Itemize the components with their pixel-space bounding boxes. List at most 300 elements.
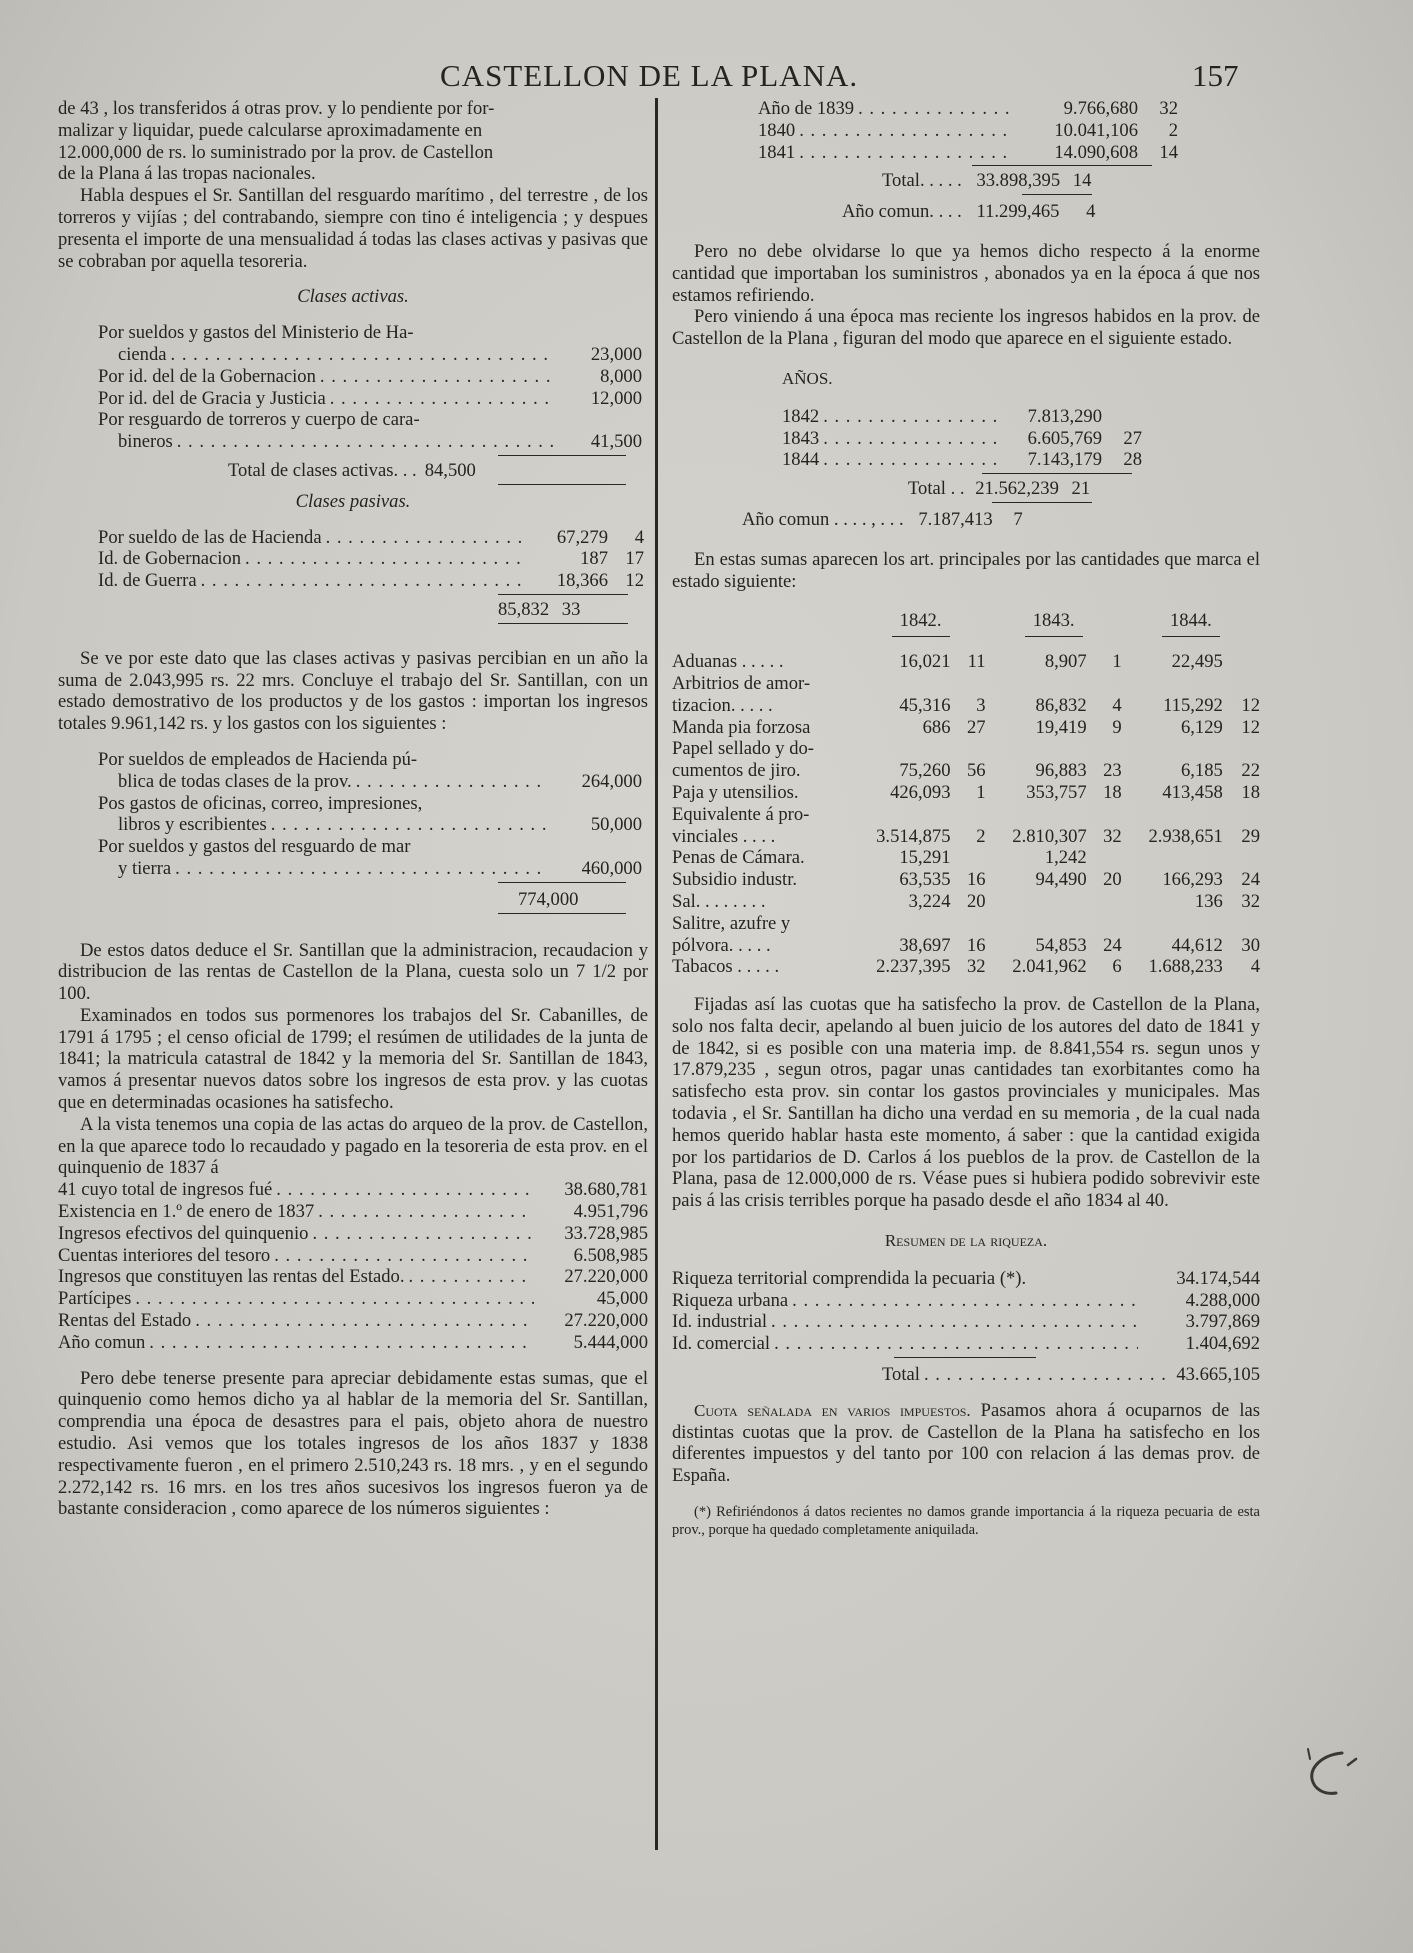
yearly-income-1842-1844 [672,406,1142,471]
article-value: 6,185 [1180,760,1223,782]
article-fraction [951,738,986,760]
article-fraction [951,673,986,695]
dot-leader [792,1290,1138,1312]
riqueza-list [672,1268,1260,1355]
leader-row [98,548,644,570]
rule [894,1357,1036,1358]
clases-activas-list [58,322,648,453]
table-header-row [672,610,1260,637]
article-value: 96,883 [1035,760,1087,782]
gastos-total: 774,000 [518,888,579,910]
article-value [1122,673,1223,695]
entry-label: cienda [118,343,167,365]
entry-label: 1841 [758,141,796,163]
leader-row [58,1245,648,1267]
years-b-comun-row [672,509,1260,531]
leader-row [58,1201,648,1223]
dot-leader [858,98,1014,120]
article-value: 2.938,651 [1148,825,1223,847]
article-value: 44,612 [1171,934,1223,956]
leader-row [782,449,1142,471]
article-value: 1,242 [1044,847,1087,869]
article-value: 426,093 [890,781,951,803]
article-value: 2.237,395 [876,956,951,978]
article-fraction: 12 [1241,716,1260,738]
article-value: 1.688,233 [1148,956,1223,978]
article-value: 3.514,875 [876,825,951,847]
entry-value: 33.728,985 [564,1222,648,1244]
year-label: 1843. [1025,610,1083,637]
article-fraction: 16 [966,934,986,956]
articles-table [672,610,1260,978]
entry-fraction: 4 [634,526,644,548]
dot-leader [799,120,1014,142]
leader-row [782,406,1142,428]
leader-row [672,1311,1260,1333]
dot-leader [201,570,524,592]
total-label: Total [882,1364,920,1386]
article-value: 45,316 [899,694,951,716]
heading-resumen-riqueza: Resumen de la riqueza. [884,1231,1048,1251]
article-value: 54,853 [1035,934,1087,956]
table-row [672,804,1260,826]
article-label: Salitre, azufre y [672,912,791,934]
entry-value: 6.508,985 [573,1244,648,1266]
year-label: 1844. [1162,610,1220,637]
leader-row [98,814,642,836]
article-fraction [1223,913,1260,935]
article-fraction [951,847,986,869]
article-fraction: 20 [966,890,986,912]
table-row [672,847,1260,869]
leader-row [98,344,642,366]
table-row [672,760,1260,782]
paragraph-se-ve: Se ve por este dato que las clases activas y pasivas percibian en un año la suma de 2.043,995 rs. 22 mrs. Concluye el trabajo del Sr. Santillan, con un estado demostrativo de los productos y de los gastos : importan los ingresos totales 9.961,142 rs. y los gastos con los siguientes : [58,647,648,735]
entry-label: Riqueza urbana [672,1289,789,1311]
article-fraction [1223,804,1260,826]
article-fraction: 12 [1241,694,1260,716]
entry-label-line: Por sueldos de empleados de Hacienda pú- [98,748,418,770]
total-fraction: 14 [1072,170,1092,192]
total-label: Total de clases activas. . . [228,459,417,481]
year-header [986,610,1122,637]
dot-leader [245,548,524,570]
article-label: tizacion. . . . . [672,694,773,716]
article-fraction: 18 [1103,781,1122,803]
comun-label: Año comun . . . . , . . . [742,508,904,530]
entry-value: 8,000 [600,365,642,387]
entry-value: 14.090,608 [1054,141,1138,163]
paragraph-cuota [672,1400,1260,1487]
entry-value: 4.288,000 [1185,1289,1260,1311]
dot-leader [799,142,1014,164]
article-fraction: 22 [1241,760,1260,782]
footnote-text: Refiriéndonos á datos recientes no damos grande importancia á la riqueza pecuaria de esta prov., porque ha quedado completamente aniquilada. [672,1504,1260,1539]
article-value [1122,913,1223,935]
article-value [856,913,951,935]
article-value: 63,535 [899,869,951,891]
article-fraction: 20 [1103,869,1122,891]
dot-leader [271,814,548,836]
article-value: 413,458 [1162,781,1223,803]
entry-label: Por id. del de Gracia y Justicia [98,387,326,409]
rule [498,455,626,456]
entry-value: 41,500 [590,431,642,453]
entry-fraction: 17 [625,548,644,570]
entry-value: 5.444,000 [573,1331,648,1353]
dot-leader [326,527,524,549]
entry-label: bineros [118,431,173,453]
article-value [986,673,1087,695]
dot-leader [823,449,998,471]
rule [498,882,626,883]
leader-row [782,428,1142,450]
year-header [856,610,986,637]
total-fraction: 21 [1071,478,1091,500]
table-row [672,695,1260,717]
dot-leader [135,1288,534,1310]
article-fraction: 32 [1103,825,1122,847]
total-value: 21.562,239 [975,478,1059,500]
article-label: cumentos de jiro. [672,760,801,782]
article-fraction [1223,673,1260,695]
intro-line: 12.000,000 de rs. lo suministrado por la prov. de Castellon [58,141,494,163]
column-divider [655,98,658,1850]
table-corner [672,610,856,637]
table-row [672,673,1260,695]
entry-value: 3.797,869 [1185,1311,1260,1333]
year-header [1122,610,1260,637]
leader-row [58,1310,648,1332]
entry-label: Riqueza territorial comprendida la pecuaria (*). [672,1267,1027,1289]
leader-row [58,1332,648,1354]
total-label: Total . . [908,478,965,500]
article-value [1122,738,1223,760]
entry-value: 7.813,290 [1027,405,1102,427]
dot-leader [771,1311,1138,1333]
leader-row [58,1223,648,1245]
entry-value: 9.766,680 [1063,98,1138,119]
entry-label: Por sueldo de las de Hacienda [98,526,322,548]
leader-row [98,771,642,793]
leader-row [98,388,642,410]
article-value [986,804,1087,826]
entry-label: Ingresos que constituyen las rentas del Estado. [58,1266,405,1288]
article-fraction [1087,738,1122,760]
article-label: pólvora. . . . . [672,934,771,956]
rule [972,165,1152,166]
table-row [672,782,1260,804]
article-fraction [1223,738,1260,760]
entry-value: 1.404,692 [1185,1333,1260,1355]
article-value [856,673,951,695]
anos-header: AÑOS. [782,368,833,388]
rule [1022,194,1092,195]
page-title: CASTELLON DE LA PLANA. [440,58,859,93]
article-value [986,891,1087,913]
right-column [672,98,1260,1539]
entry-label: Id. industrial [672,1311,768,1333]
article-value [1122,847,1223,869]
dot-leader [312,1223,534,1245]
total-value: 84,500 [424,459,476,481]
entry-fraction: 32 [1159,98,1178,119]
leader-row [672,1333,1260,1355]
article-fraction: 6 [1112,956,1122,978]
article-fraction: 16 [966,869,986,891]
entry-label: 41 cuyo total de ingresos fué [58,1179,273,1201]
table-row [672,913,1260,935]
dot-leader [408,1266,534,1288]
total-fraction: 33 [561,598,581,620]
intro-line: de 43 , los transferidos á otras prov. y lo pendiente por for- [58,98,495,119]
entry-label: Año comun [58,1331,146,1353]
article-fraction [1087,847,1122,869]
article-value: 353,757 [1026,781,1087,803]
dot-leader [276,1179,534,1201]
article-value: 2.810,307 [1012,825,1087,847]
entry-value: 50,000 [590,814,642,836]
total-label: Total. . . . . [882,170,962,192]
leader-row [758,98,1178,120]
article-label: Equivalente á pro- [672,803,810,825]
riqueza-total-row [672,1364,1260,1386]
leader-row [98,570,644,592]
dot-leader [774,1333,1138,1355]
entry-value: 45,000 [596,1288,648,1310]
entry-value: 38.680,781 [564,1179,648,1201]
entry-label: 1842 [782,405,820,427]
margin-pencil-mark [1302,1745,1362,1805]
paragraph-deduce: De estos datos deduce el Sr. Santillan que la administracion, recaudacion y distribucion de las rentas de Castellon de la Plana, cuesta solo un 7 1/2 por 100. [58,939,648,1005]
article-value: 15,291 [899,847,951,869]
dot-leader [177,431,554,453]
gastos-list [58,749,648,880]
entry-value: 264,000 [581,770,642,792]
footnote [672,1503,1260,1539]
article-value: 19,419 [1035,716,1087,738]
article-value [1122,804,1223,826]
entry-fraction: 28 [1123,449,1142,471]
rule [498,594,628,595]
entry-label: 1843 [782,427,820,449]
cuota-heading: Cuota señalada en varios impuestos. [694,1400,971,1420]
article-fraction [1223,651,1260,673]
yearly-income-1839-1841 [672,98,1178,163]
entry-value: 187 [580,548,608,570]
table-row [672,826,1260,848]
entry-label: y tierra [118,857,172,879]
rule [982,473,1132,474]
entry-label: Rentas del Estado [58,1310,192,1332]
entry-label: Ingresos efectivos del quinquenio [58,1222,309,1244]
year-label: 1842. [892,610,950,637]
article-fraction: 4 [1112,694,1122,716]
arqueo-list [58,1179,648,1353]
article-label: Penas de Cámara. [672,847,805,869]
article-fraction: 4 [1250,956,1260,978]
dot-leader [149,1332,534,1354]
dot-leader [823,406,998,428]
entry-label: libros y escribientes [118,814,267,836]
entry-label-line: Pos gastos de oficinas, correo, impresiones, [98,792,423,814]
article-value: 3,224 [908,890,951,912]
leader-row [98,527,644,549]
article-fraction [1223,847,1260,869]
leader-row [758,142,1178,164]
paragraph-olvidar: Pero no debe olvidarse lo que ya hemos dicho respecto á la enorme cantidad que importaban los suministros , abonados ya en la época á que nos estamos refiriendo. [672,240,1260,306]
leader-row [58,1288,648,1310]
article-fraction: 1 [976,781,986,803]
entry-label: Por id. del de la Gobernacion [98,365,316,387]
article-fraction: 32 [1241,890,1260,912]
dot-leader [171,344,554,366]
years-a-total-row [672,170,1260,192]
entry-value: 67,279 [556,526,608,548]
paragraph-pero: Pero debe tenerse presente para apreciar debidamente estas sumas, que el quinquenio como hemos dicho ya al hablar de la memoria del Sr. Santillan, comprendia una época de desastres para el pais, objeto ahora de nuestro estudio. Asi vemos que los totales ingresos de los años 1837 y 1838 respectivamente fueron , en el primero 2.510,243 rs. 18 mrs. , y en el segundo 2.272,142 rs. 16 mrs. en los tres años sucesivos los ingresos fueron ya de bastante consideracion , como aparece de los números siguientes : [58,1367,648,1520]
article-fraction [1087,891,1122,913]
entry-label: Id. de Gobernacion [98,548,242,570]
cuota-text: Pasamos ahora á ocuparnos de las distintas cuotas que la prov. de Castellon de la Plana ha satisfecho en los diferentes impuestos y del tanto por 100 con relacion á las demas prov. de España. [672,1399,1260,1487]
dot-leader [175,858,548,880]
article-value: 6,129 [1180,716,1223,738]
article-fraction: 18 [1241,781,1260,803]
comun-label: Año comun. . . . [842,201,962,223]
rule [992,502,1092,503]
entry-label: Id. comercial [672,1333,771,1355]
entry-value: 27.220,000 [564,1310,648,1332]
entry-value: 7.143,179 [1027,449,1102,471]
entry-value: 460,000 [581,857,642,879]
paragraph-santillan: Habla despues el Sr. Santillan del resguardo marítimo , del terrestre , de los torreros y vijías ; del contrabando, siempre con tino é inteligencia ; y despues presenta el importe de una mensualidad á todas las clases activas y pasivas que se cobraban por aquella tesoreria. [58,185,648,272]
article-label: Manda pia forzosa [672,716,811,738]
entry-label: Cuentas interiores del tesoro [58,1244,271,1266]
total-value: 43.665,105 [1176,1364,1260,1386]
article-fraction: 27 [966,716,986,738]
leader-row [758,120,1178,142]
entry-value: 4.951,796 [573,1201,648,1223]
article-value [856,738,951,760]
left-column [58,98,648,1520]
intro-line: malizar y liquidar, puede calcularse aproximadamente en [58,119,483,141]
comun-fraction: 4 [1086,201,1096,223]
article-value: 94,490 [1035,869,1087,891]
article-fraction: 9 [1112,716,1122,738]
article-value: 115,292 [1163,694,1223,716]
article-fraction: 24 [1103,934,1122,956]
article-value: 38,697 [899,934,951,956]
article-value: 136 [1194,890,1223,912]
total-value: 33.898,395 [976,170,1061,192]
article-fraction: 3 [976,694,986,716]
table-row [672,935,1260,957]
article-label: Papel sellado y do- [672,738,815,760]
entry-fraction: 12 [625,570,644,592]
paragraph-examinados: Examinados en todos sus pormenores los trabajos del Sr. Cabanilles, de 1791 á 1795 ; el censo oficial de 1799; el resúmen de utilidades de la junta de 1841; la matricula catastral de 1842 y la memoria del Sr. Santillan de 1843, vamos á presentar nuevos datos sobre los ingresos de esta prov. y las cuotas que en determinadas ocasiones ha satisfecho. [58,1004,648,1114]
entry-label: Año de 1839 [758,98,855,119]
heading-clases-pasivas: Clases pasivas. [295,490,411,512]
article-value: 686 [922,716,951,738]
dot-leader [330,388,554,410]
article-value: 166,293 [1162,869,1223,891]
article-fraction [951,804,986,826]
page-number: 157 [1192,58,1239,93]
entry-label-line: Por resguardo de torreros y cuerpo de cara- [98,409,420,431]
entry-fraction: 27 [1123,427,1142,449]
clases-pasivas-list [58,527,648,592]
entry-value: 10.041,106 [1054,119,1138,141]
article-value: 8,907 [1044,651,1087,673]
article-fraction: 29 [1241,825,1260,847]
paragraph-sumas: En estas sumas aparecen los art. principales por las cantidades que marca el estado siguiente: [672,548,1260,592]
intro-paragraph [58,98,648,185]
paragraph-fijadas: Fijadas así las cuotas que ha satisfecho la prov. de Castellon de la Plana, solo nos falta decir, apelando al buen juicio de los autores del dato de 1841 y de 1842, si es posible con una materia imp. de 8.841,554 rs. segun unos y 17.879,235 , segun otros, pagar unas cantidades tan exorbitantes como ha satisfecho esta prov. sin contar los gastos provinciales y municipales. Mas todavia , el Sr. Santillan ha dicho una verdad en su memoria , de la cual nada hemos querido hablar hasta este momento, á saber : que la cantidad exigida por los partidarios de D. Carlos á los pueblos de la prov. de Castellon de la Plana, pasa de 12.000,000 de rs. Véase pues si hubiera podido sobrevivir este pais á las crisis terribles porque ha pasado desde el año 1834 al 40. [672,994,1260,1212]
entry-label: 1840 [758,119,796,141]
entry-label-line: Por sueldos y gastos del resguardo de mar [98,836,411,858]
pasivas-total-row [58,599,648,621]
intro-line: de la Plana á las tropas nacionales. [58,163,316,185]
entry-value: 12,000 [590,387,642,409]
paragraph-viniendo: Pero viniendo á una época mas reciente los ingresos habidos en la prov. de Castellon de la Plana , figuran del modo que aparece en el siguiente estado. [672,306,1260,350]
entry-label: Partícipes [58,1288,132,1310]
table-row [672,869,1260,891]
dot-leader [274,1245,534,1267]
table-row [672,891,1260,913]
entry-fraction: 2 [1168,119,1178,141]
article-label: Arbitrios de amor- [672,672,811,694]
article-value [856,804,951,826]
entry-value: 27.220,000 [564,1266,648,1288]
heading-clases-activas: Clases activas. [297,286,409,308]
article-fraction [1087,913,1122,935]
activas-total-row [58,460,648,482]
article-label: Aduanas . . . . . [672,651,784,673]
table-row [672,717,1260,739]
paragraph-vista: A la vista tenemos una copia de las actas do arqueo de la prov. de Castellon, en la que aparece todo lo recaudado y pagado en la tesoreria de esta prov. en el quinquenio de 1837 á [58,1113,648,1179]
article-fraction: 2 [976,825,986,847]
article-value: 75,260 [899,760,951,782]
leader-row [98,366,642,388]
article-value [986,913,1087,935]
footnote-mark: (*) [694,1504,711,1521]
article-value [986,738,1087,760]
article-label: vinciales . . . . [672,825,776,847]
leader-row [98,858,642,880]
leader-row [672,1290,1260,1312]
entry-value: 6.605,769 [1027,427,1102,449]
comun-value: 7.187,413 [918,508,993,530]
article-fraction: 32 [966,956,986,978]
article-value: 86,832 [1035,694,1087,716]
article-fraction: 30 [1241,934,1260,956]
years-a-comun-row [672,201,1260,223]
dot-leader [823,428,998,450]
article-value: 2.041,962 [1012,956,1087,978]
article-value: 22,495 [1171,651,1223,673]
table-row [672,738,1260,760]
leader-row [98,431,642,453]
comun-fraction: 7 [1013,508,1023,530]
article-fraction [1087,804,1122,826]
dot-leader [356,771,548,793]
article-fraction [1087,673,1122,695]
article-fraction: 24 [1241,869,1260,891]
entry-value: 18,366 [556,570,608,592]
comun-value: 11.299,465 [976,201,1060,223]
entry-label: 1844 [782,449,820,471]
article-label: Sal. . . . . . . . [672,890,766,912]
entry-fraction: 14 [1159,141,1178,163]
